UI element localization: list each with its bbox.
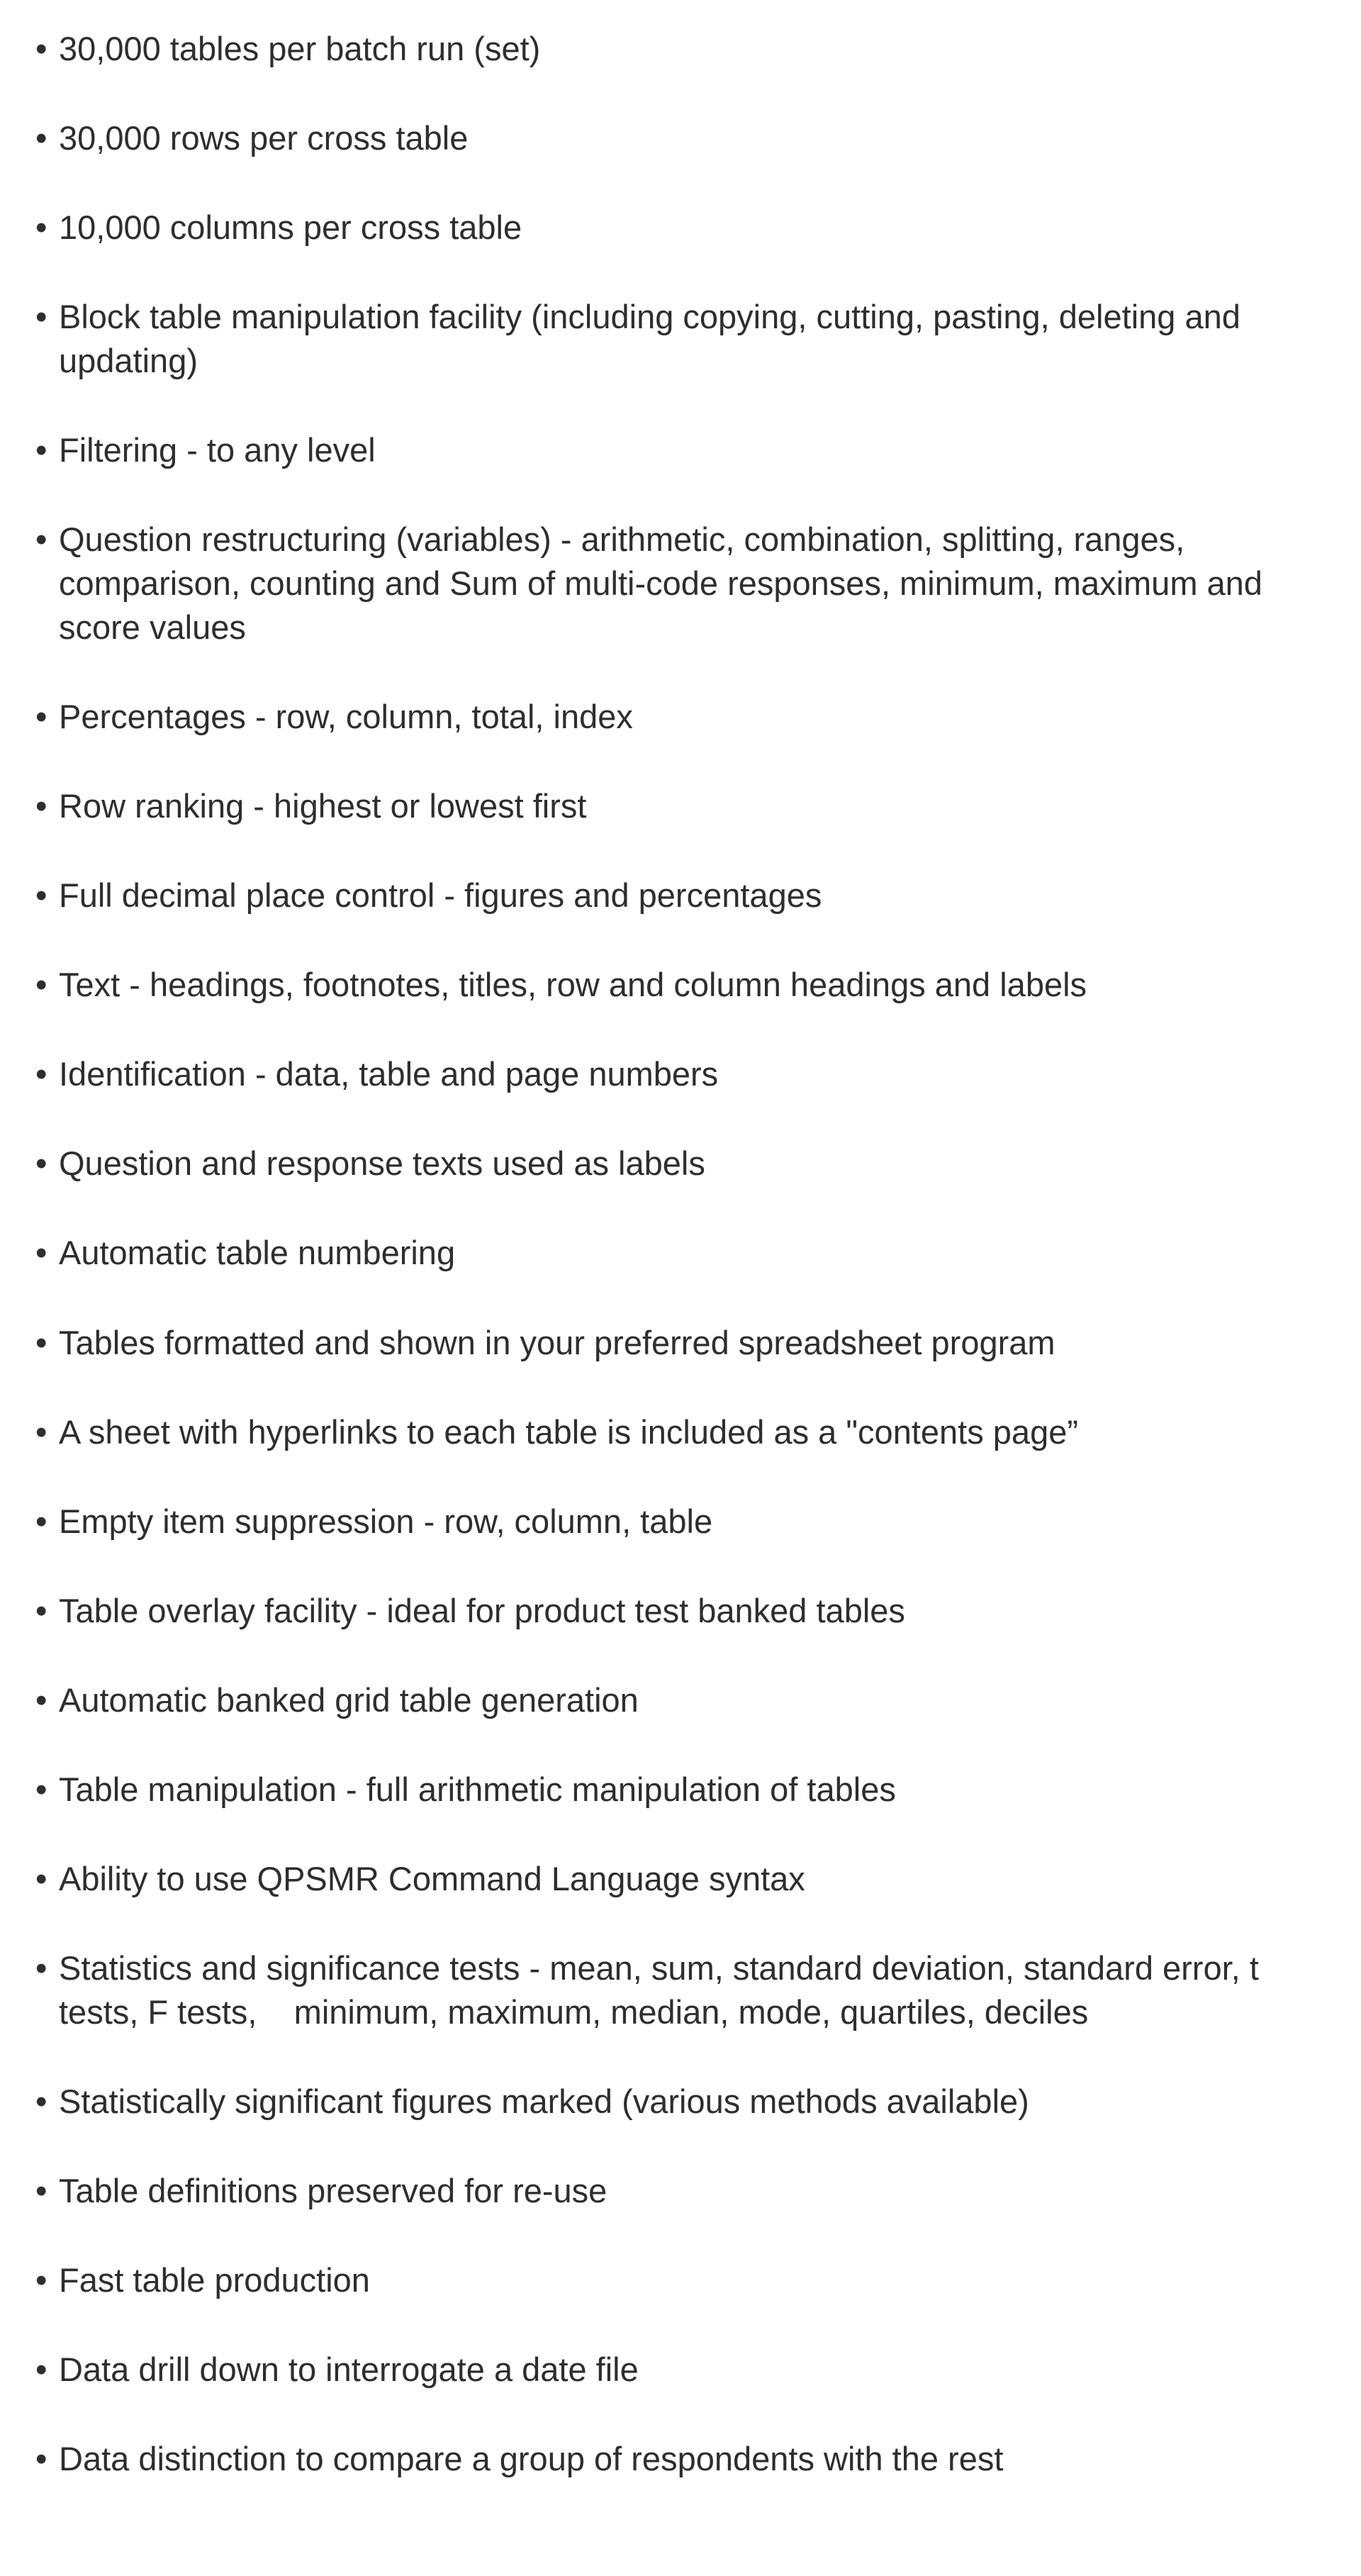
list-item	[35, 2169, 1276, 2213]
bullet-icon: •	[35, 520, 47, 559]
list-item-text: Question and response texts used as labels	[59, 1144, 705, 1183]
bullet-icon: •	[35, 698, 47, 736]
bullet-icon: •	[35, 30, 47, 67]
list-item	[35, 116, 1276, 160]
list-item	[35, 1142, 1276, 1186]
list-item	[35, 518, 1276, 649]
list-item-text: Table definitions preserved for re-use	[59, 2171, 607, 2209]
list-item-text: Block table manipulation facility (including copying, cutting, pasting, deleting and updating)	[59, 298, 1250, 380]
bullet-icon: •	[35, 2171, 47, 2209]
list-item-text: Table manipulation - full arithmetic manipulation of tables	[59, 1770, 896, 1808]
list-item	[35, 206, 1276, 250]
list-item-text: 30,000 tables per batch run (set)	[59, 30, 541, 67]
bullet-icon: •	[35, 2260, 47, 2299]
list-item	[35, 1500, 1276, 1544]
list-item-text: Table overlay facility - ideal for product test banked tables	[59, 1591, 905, 1629]
bullet-icon: •	[35, 876, 47, 915]
list-item	[35, 1410, 1276, 1454]
bullet-icon: •	[35, 1323, 47, 1361]
list-item-text: Statistically significant figures marked (various methods available)	[59, 2082, 1029, 2120]
list-item-text: Empty item suppression - row, column, table	[59, 1502, 713, 1540]
list-item-text: Automatic banked grid table generation	[59, 1680, 639, 1719]
list-item	[35, 1321, 1276, 1365]
bullet-icon: •	[35, 1412, 47, 1451]
list-item-text: Percentages - row, column, total, index	[59, 698, 633, 736]
bullet-icon: •	[35, 1144, 47, 1183]
bullet-icon: •	[35, 1234, 47, 1272]
bullet-icon: •	[35, 1680, 47, 1719]
bullet-icon: •	[35, 2350, 47, 2388]
bullet-icon: •	[35, 1859, 47, 1897]
list-item	[35, 1678, 1276, 1722]
bullet-icon: •	[35, 298, 47, 336]
list-item-text: Tables formatted and shown in your preferred spreadsheet program	[59, 1323, 1055, 1361]
list-item	[35, 1857, 1276, 1901]
bullet-icon: •	[35, 1948, 47, 1987]
bullet-icon: •	[35, 787, 47, 825]
list-item-text: Ability to use QPSMR Command Language syntax	[59, 1859, 805, 1897]
list-item	[35, 1946, 1276, 2034]
list-item	[35, 1589, 1276, 1633]
bullet-icon: •	[35, 1591, 47, 1629]
list-item	[35, 963, 1276, 1007]
list-item-text: Question restructuring (variables) - arithmetic, combination, splitting, ranges, comparison, counting and Sum of multi-code responses, minimum, maximum and score values	[59, 520, 1272, 647]
bullet-icon: •	[35, 431, 47, 469]
list-item-text: 10,000 columns per cross table	[59, 208, 522, 247]
list-item	[35, 1052, 1276, 1096]
list-item-text: Statistics and significance tests - mean, sum, standard deviation, standard error, t tests, F tests, minimum, maximum, median, mode, quartiles, deciles	[59, 1948, 1268, 2031]
list-item-text: Text - headings, footnotes, titles, row and column headings and labels	[59, 966, 1087, 1004]
list-item	[35, 695, 1276, 739]
list-item	[35, 874, 1276, 918]
list-item	[35, 2437, 1276, 2481]
list-item-text: Data distinction to compare a group of respondents with the rest	[59, 2439, 1004, 2477]
list-item-text: Data drill down to interrogate a date file	[59, 2350, 639, 2388]
list-item-text: Automatic table numbering	[59, 1234, 456, 1272]
list-item-text: A sheet with hyperlinks to each table is included as a "contents page”	[59, 1412, 1078, 1451]
list-item	[35, 2348, 1276, 2392]
bullet-icon: •	[35, 2439, 47, 2477]
list-item-text: Identification - data, table and page numbers	[59, 1055, 719, 1093]
list-item-text: 30,000 rows per cross table	[59, 119, 469, 157]
bullet-icon: •	[35, 119, 47, 157]
list-item	[35, 2258, 1276, 2302]
bullet-icon: •	[35, 1770, 47, 1808]
bullet-icon: •	[35, 208, 47, 247]
list-item	[35, 428, 1276, 472]
list-item	[35, 2080, 1276, 2124]
list-item-text: Row ranking - highest or lowest first	[59, 787, 587, 825]
list-item-text: Fast table production	[59, 2260, 370, 2299]
list-item	[35, 295, 1276, 383]
bullet-icon: •	[35, 2082, 47, 2120]
feature-list	[0, 27, 1318, 2481]
list-item	[35, 27, 1276, 71]
list-item-text: Filtering - to any level	[59, 431, 376, 469]
bullet-icon: •	[35, 1055, 47, 1093]
list-item-text: Full decimal place control - figures and percentages	[59, 876, 822, 915]
list-item	[35, 784, 1276, 828]
list-item	[35, 1768, 1276, 1812]
list-item	[35, 1231, 1276, 1275]
bullet-icon: •	[35, 1502, 47, 1540]
bullet-icon: •	[35, 966, 47, 1004]
